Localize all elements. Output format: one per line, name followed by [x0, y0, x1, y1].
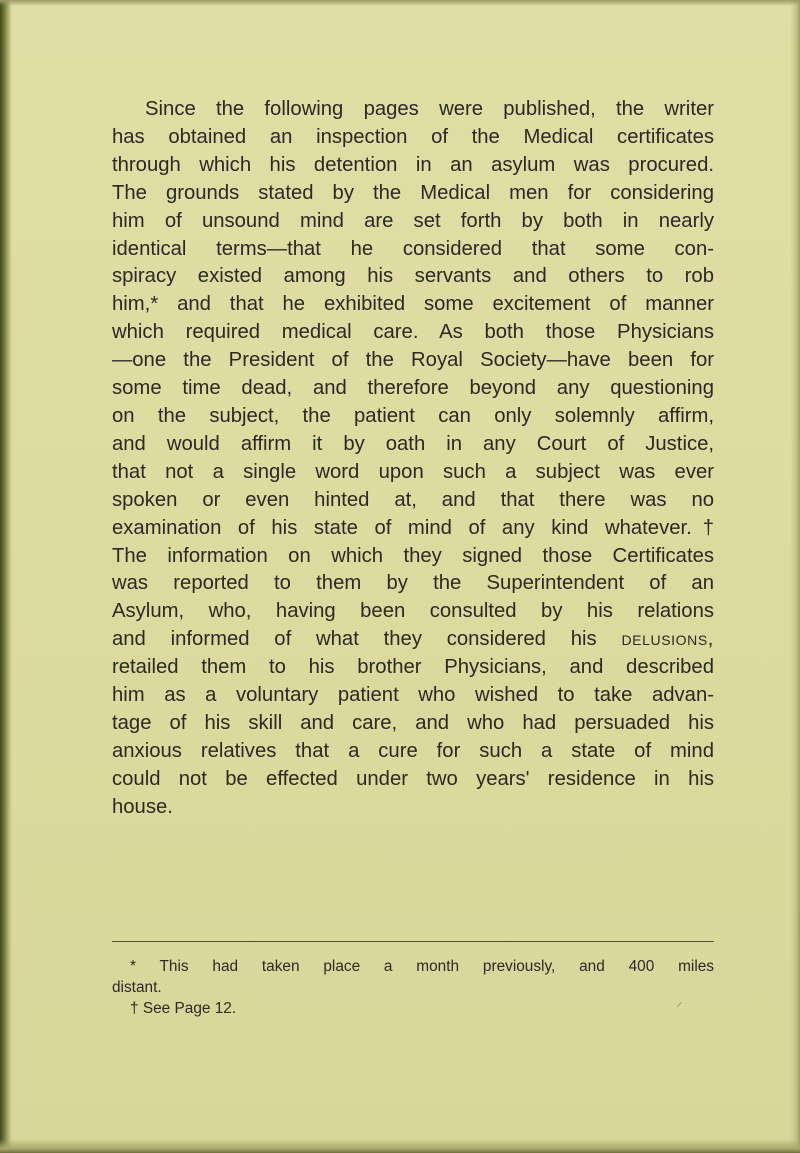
text-line: that not a single word upon such a subject was ever [112, 460, 714, 483]
text-segment: and informed of what they considered his [112, 628, 597, 651]
footnotes [112, 956, 714, 1019]
text-line: through which his detention in an asylum was procured. [112, 153, 714, 176]
text-line: retailed them to his brother Physicians, and described [112, 656, 714, 679]
text-line: anxious relatives that a cure for such a state of mind [112, 739, 714, 762]
text-line: Since the following pages were published, the writer [145, 98, 714, 120]
footnote-line: distant. [112, 979, 162, 996]
footnote-line: * This had taken place a month previously, and 400 miles [130, 958, 714, 975]
page-right-edge [790, 0, 800, 1153]
text-line: could not be effected under two years' residence in his [112, 767, 714, 790]
footnote-line: † See Page 12. [130, 1000, 237, 1017]
text-line: —one the President of the Royal Society—have been for [112, 349, 714, 372]
text-line: spoken or even hinted at, and that there was no [112, 488, 714, 511]
text-line: The information on which they signed those Certificates [112, 544, 714, 567]
page-bottom-edge [0, 1139, 800, 1153]
body-paragraph [112, 96, 714, 822]
text-line: spiracy existed among his servants and others to rob [112, 265, 714, 288]
text-line: has obtained an inspection of the Medical certificates [112, 125, 714, 148]
text-line: The grounds stated by the Medical men for considering [112, 181, 714, 204]
text-line: house. [112, 795, 173, 818]
text-line: Asylum, who, having been consulted by his relations [112, 600, 714, 623]
text-line: and would affirm it by oath in any Court of Justice, [112, 432, 714, 455]
text-line: identical terms—that he considered that some con- [112, 237, 714, 260]
text-line: examination of his state of mind of any kind whatever.† [112, 516, 714, 539]
text-line [112, 626, 714, 654]
text-line: tage of his skill and care, and who had persuaded his [112, 711, 714, 734]
text-line: on the subject, the patient can only solemnly affirm, [112, 404, 714, 427]
text-line: some time dead, and therefore beyond any questioning [112, 377, 714, 400]
footnote-rule [112, 941, 714, 942]
text-line: which required medical care. As both those Physicians [112, 321, 714, 344]
page-binding-edge [0, 0, 12, 1153]
text-line: him,* and that he exhibited some excitement of manner [112, 293, 714, 316]
small-caps-word: delusions, [621, 628, 714, 651]
paper-speck: ⸝ [676, 994, 683, 1009]
text-line: him of unsound mind are set forth by both in nearly [112, 209, 714, 232]
text-line: him as a voluntary patient who wished to take advan- [112, 684, 714, 707]
page-top-edge [0, 0, 800, 6]
text-line: was reported to them by the Superintendent of an [112, 572, 714, 595]
